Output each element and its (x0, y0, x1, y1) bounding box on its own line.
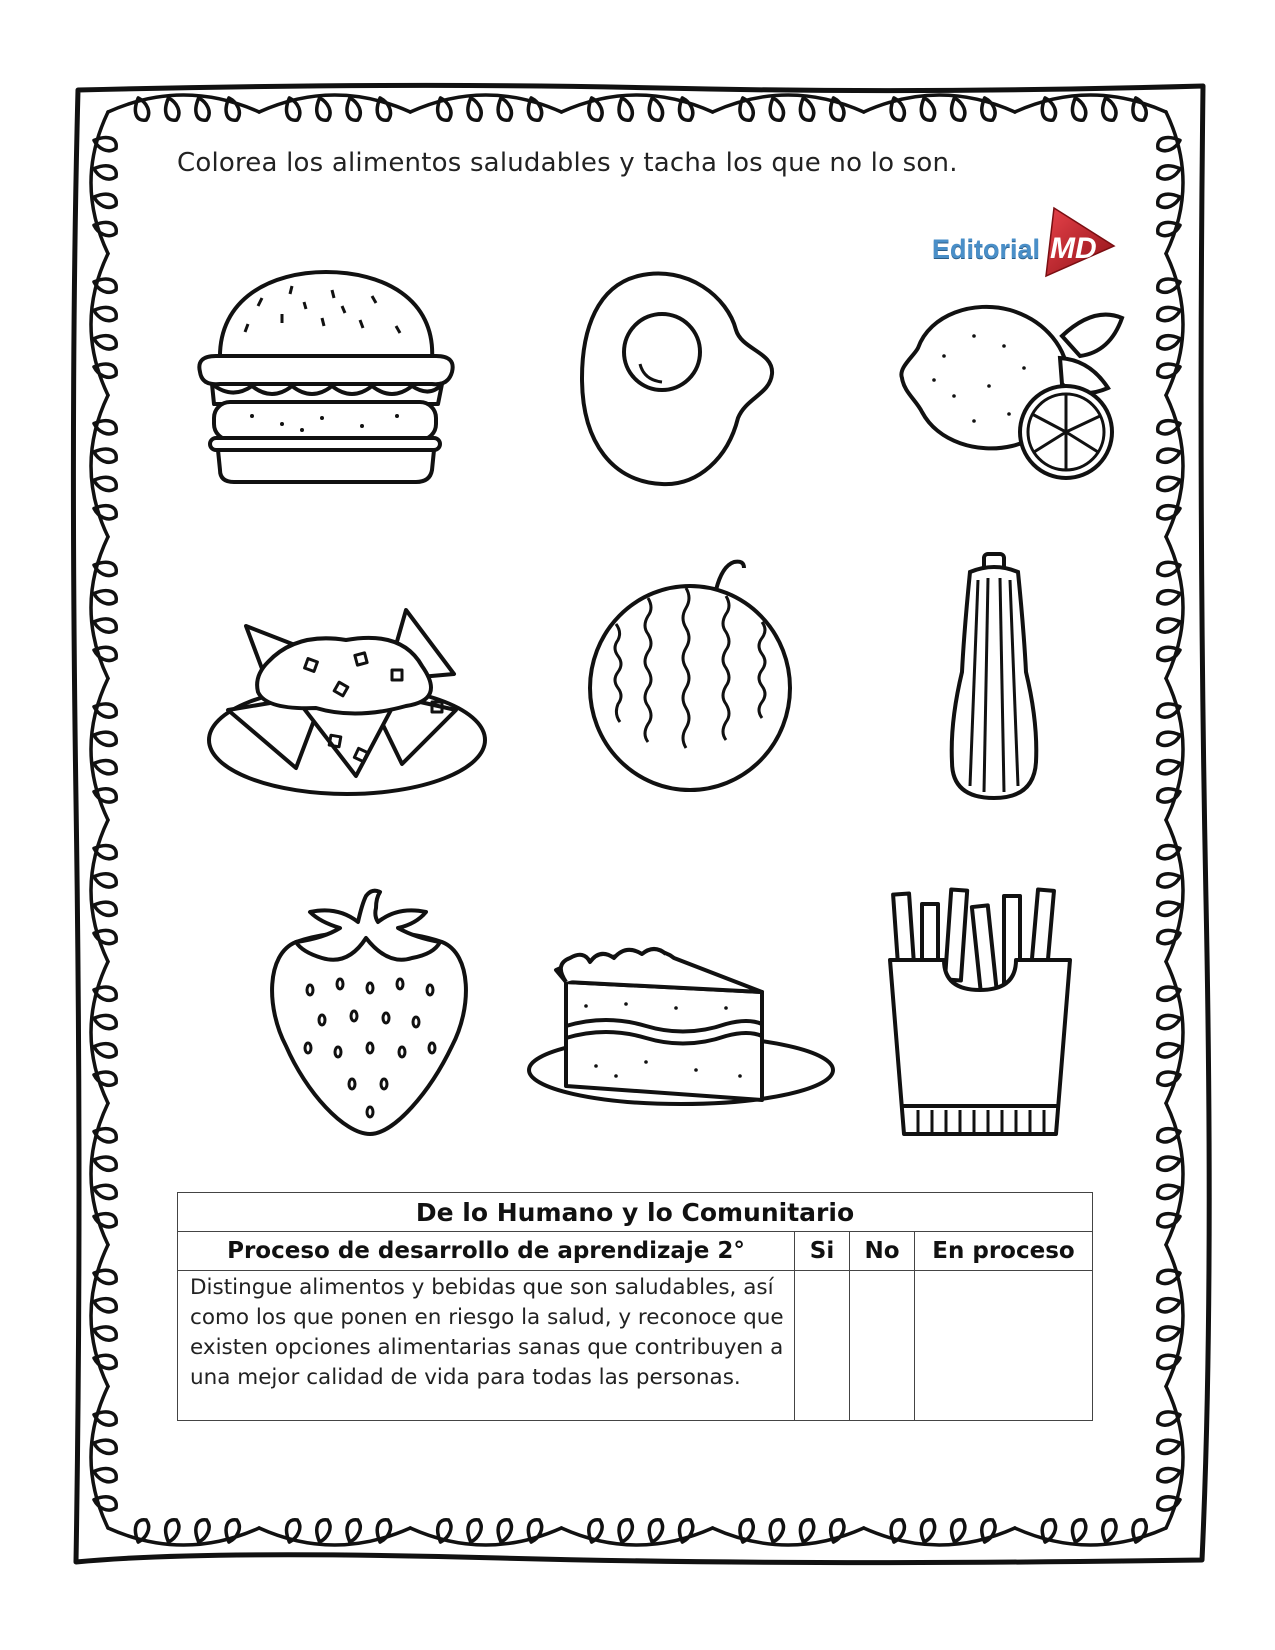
hamburger-icon (192, 268, 460, 488)
instruction-text: Colorea los alimentos saludables y tacha los que no lo son. (177, 148, 958, 178)
logo-text: Editorial (932, 234, 1041, 264)
learning-description: Distingue alimentos y bebidas que son saludables, así como los que ponen en riesgo la salud, y reconoce que existen opciones alimentarias sanas que contribuyen a una mejor calidad de vida para todas las personas. (178, 1271, 795, 1421)
no-checkbox-cell[interactable] (850, 1271, 915, 1421)
column-header-no: No (850, 1232, 915, 1271)
column-header-en-proceso: En proceso (915, 1232, 1093, 1271)
strawberry-icon (266, 888, 472, 1138)
table-title: De lo Humano y lo Comunitario (178, 1193, 1093, 1232)
en-proceso-checkbox-cell[interactable] (915, 1271, 1093, 1421)
cake-slice-icon (526, 920, 836, 1106)
fried-egg-icon (578, 268, 774, 488)
nachos-icon (206, 610, 488, 800)
editorial-logo (932, 206, 1122, 278)
logo-mark: MD (1050, 232, 1097, 265)
french-fries-icon (886, 886, 1074, 1140)
zucchini-icon (948, 552, 1040, 802)
column-header-process: Proceso de desarrollo de aprendizaje 2° (178, 1232, 795, 1271)
lemon-icon (894, 296, 1126, 478)
watermelon-icon (586, 552, 800, 794)
si-checkbox-cell[interactable] (795, 1271, 850, 1421)
evaluation-table (177, 1192, 1093, 1421)
column-header-si: Si (795, 1232, 850, 1271)
